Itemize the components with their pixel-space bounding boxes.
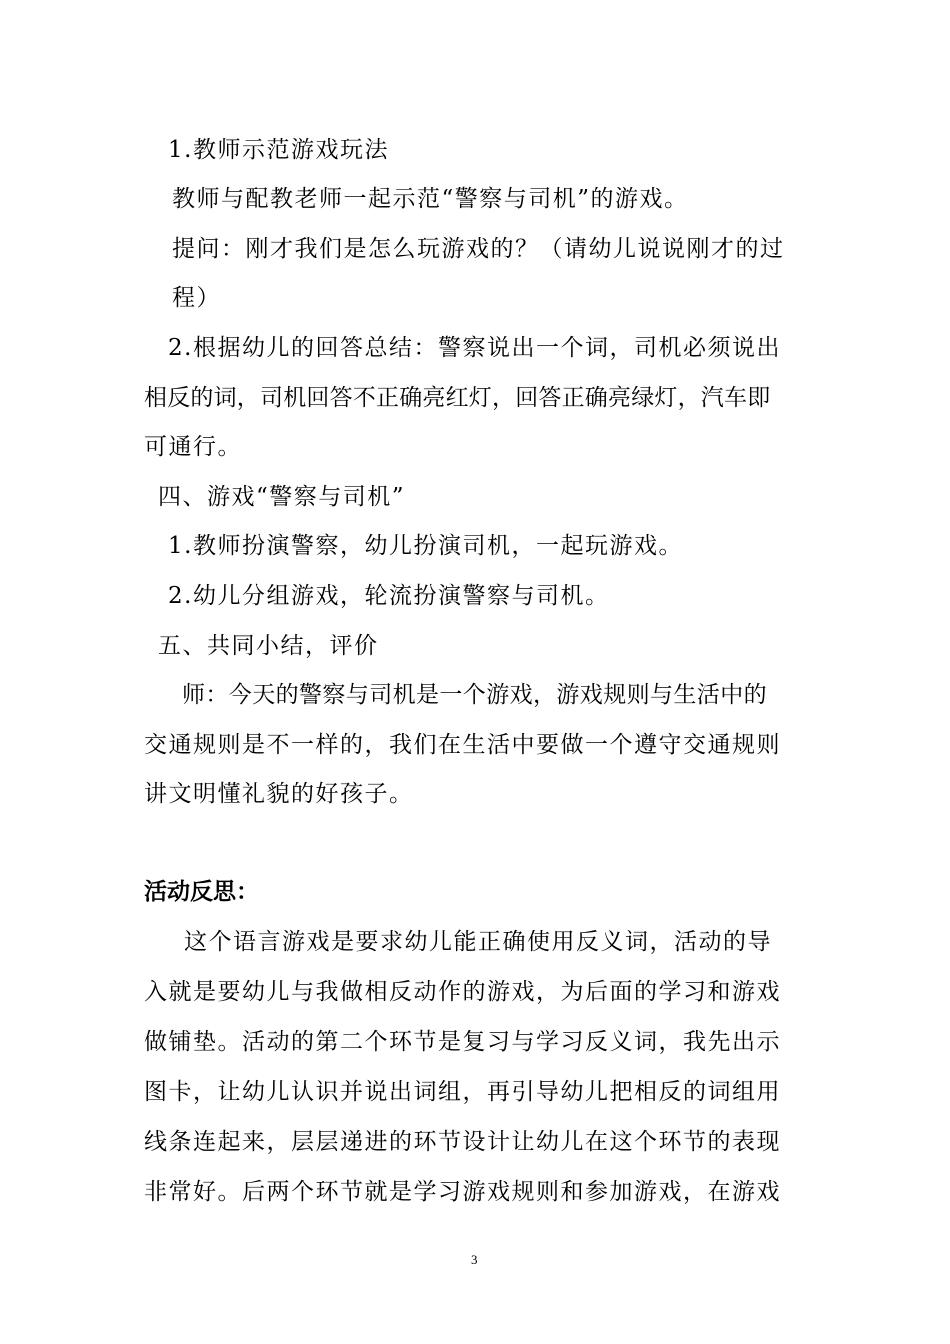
question-line-2: 程） — [172, 285, 221, 311]
step-2-line-1: 2.根据幼儿的回答总结：警察说出一个词，司机必须说出 — [168, 335, 781, 361]
reflection-heading: 活动反思： — [144, 879, 259, 905]
summary-line-1: 师：今天的警察与司机是一个游戏，游戏规则与生活中的 — [182, 682, 767, 708]
section-5-heading: 五、共同小结，评价 — [158, 633, 379, 659]
reflection-line-3: 做铺垫。活动的第二个环节是复习与学习反义词，我先出示 — [144, 1029, 781, 1055]
summary-line-3: 讲文明懂礼貌的好孩子。 — [144, 781, 414, 807]
step-1-title: 1.教师示范游戏玩法 — [168, 137, 389, 163]
section-4-item-2: 2.幼儿分组游戏，轮流扮演警察与司机。 — [168, 583, 610, 609]
page-number: 3 — [471, 1252, 478, 1267]
reflection-line-2: 入就是要幼儿与我做相反动作的游戏，为后面的学习和游戏 — [144, 979, 781, 1005]
step-2-line-2: 相反的词，司机回答不正确亮红灯，回答正确亮绿灯，汽车即 — [144, 385, 771, 411]
reflection-line-6: 非常好。后两个环节就是学习游戏规则和参加游戏，在游戏 — [144, 1179, 781, 1205]
reflection-line-1: 这个语言游戏是要求幼儿能正确使用反义词，活动的导 — [184, 929, 772, 955]
section-4-heading: 四、游戏“警察与司机” — [158, 484, 406, 510]
step-2-line-3: 可通行。 — [144, 434, 242, 460]
reflection-line-4: 图卡，让幼儿认识并说出词组，再引导幼儿把相反的词组用 — [144, 1079, 781, 1105]
question-line-1: 提问：刚才我们是怎么玩游戏的？（请幼儿说说刚才的过 — [172, 236, 785, 262]
step-1-description: 教师与配教老师一起示范“警察与司机”的游戏。 — [172, 186, 689, 212]
reflection-line-5: 线条连起来，层层递进的环节设计让幼儿在这个环节的表现 — [144, 1129, 781, 1155]
section-4-item-1: 1.教师扮演警察，幼儿扮演司机，一起玩游戏。 — [168, 533, 683, 559]
summary-line-2: 交通规则是不一样的，我们在生活中要做一个遵守交通规则 — [144, 732, 781, 758]
